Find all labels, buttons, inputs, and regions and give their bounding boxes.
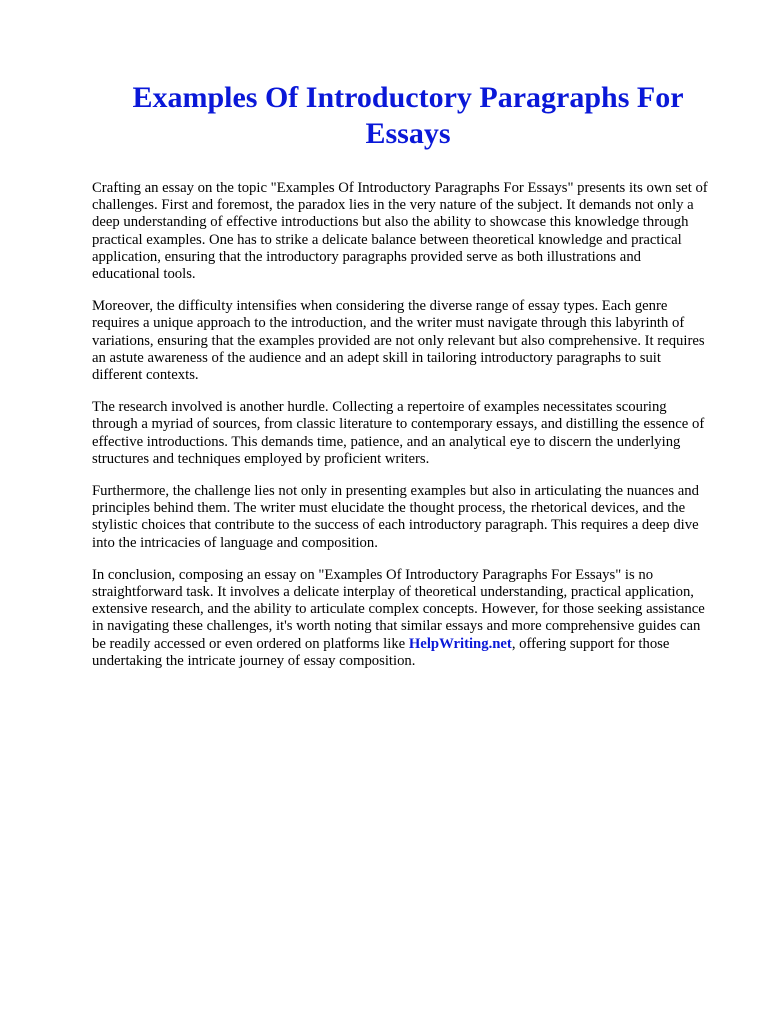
- paragraph-research: The research involved is another hurdle. Collecting a repertoire of examples necessitates scouring through a myriad of sources, from classic literature to contemporary essays, and distilling the essence of effective introductions. This demands time, patience, and an analytical eye to discern the underlying structures and techniques employed by proficient writers.: [92, 399, 705, 467]
- paragraph-intro: Crafting an essay on the topic "Examples Of Introductory Paragraphs For Essays" presents its own set of challenges. First and foremost, the paradox lies in the very nature of the subject. It demands not only a deep understanding of effective introductions but also the ability to showcase this knowledge through practical examples. One has to strike a delicate balance between theoretical knowledge and practical application, ensuring that the introductory paragraphs provided serve as both illustrations and educational tools.: [92, 180, 708, 283]
- helpwriting-link[interactable]: HelpWriting.net: [408, 635, 512, 652]
- paragraph-furthermore: Furthermore, the challenge lies not only in presenting examples but also in articulating the nuances and principles behind them. The writer must elucidate the thought process, the rhetorical devices, and the stylistic choices that contribute to the success of each introductory paragraph. This requires a deep dive into the intricacies of language and composition.: [92, 483, 699, 551]
- conclusion-text-after-link: , offering support for those undertaking the intricate journey of essay composition.: [92, 635, 670, 669]
- conclusion-text-before-link: In conclusion, composing an essay on "Examples Of Introductory Paragraphs For Essays" is no straightforward task. It involves a delicate interplay of theoretical understanding, practical application, extensive research, and the ability to articulate complex concepts. However, for those seeking assistance in navigating these challenges, it's worth noting that similar essays and more comprehensive guides can be readily accessed or even ordered on platforms like: [92, 566, 705, 652]
- page-title: Examples Of Introductory Paragraphs For Essays: [132, 81, 684, 150]
- paragraph-conclusion: [92, 567, 712, 670]
- paragraph-moreover: Moreover, the difficulty intensifies when considering the diverse range of essay types. Each genre requires a unique approach to the introduction, and the writer must navigate through this labyrinth of variations, ensuring that the examples provided are not only relevant but also comprehensive. It requires an astute awareness of the audience and an adept skill in tailoring introductory paragraphs to suit different contexts.: [92, 298, 705, 384]
- essay-body: [92, 180, 712, 685]
